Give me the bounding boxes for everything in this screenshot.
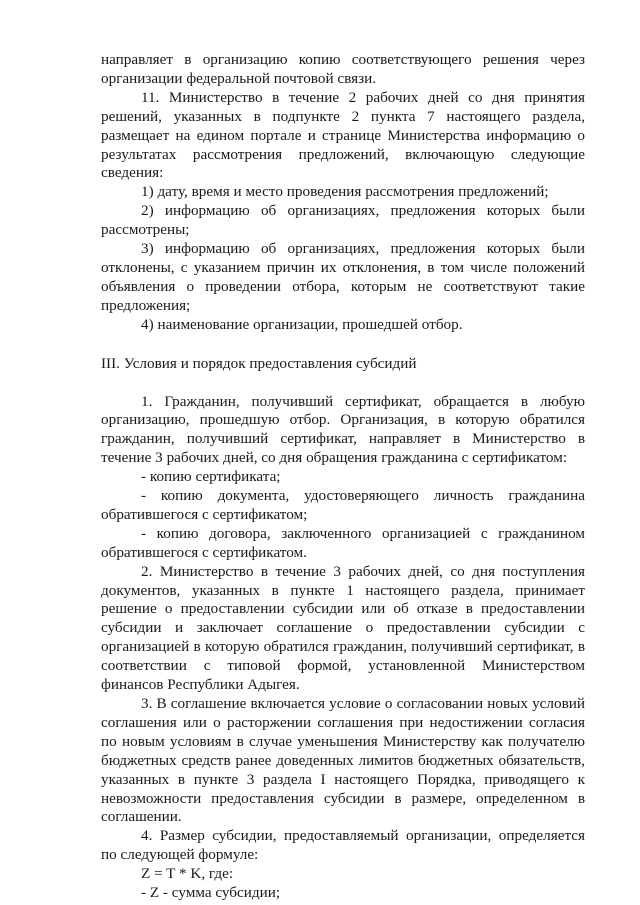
section-heading: III. Условия и порядок предоставления субсидий: [101, 354, 417, 372]
list-item-1-2: - копию документа, удостоверяющего личность гражданина обратившегося с сертификатом;: [101, 487, 585, 523]
paragraph-item-3: 3. В соглашение включается условие о согласовании новых условий соглашения или о расторжении соглашения при недостижении согласия по новым условиям в случае уменьшения Министерству как получателю бюджетных средств ранее доведенных лимитов бюджетных обязательств, указанных в пункте 3 раздела I настоящего Порядка, приводящего к невозможности предоставления субсидии в размере, определенном в соглашении.: [101, 695, 585, 826]
paragraph-item-4: 4. Размер субсидии, предоставляемый организации, определяется по следующей формуле:: [101, 827, 585, 864]
list-item-11-4: 4) наименование организации, прошедшей отбор.: [141, 315, 463, 333]
list-item-1-1: - копию сертификата;: [141, 468, 281, 486]
formula-term-z: - Z - сумма субсидии;: [141, 884, 281, 902]
list-item-11-2: 2) информацию об организациях, предложения которых были рассмотрены;: [101, 202, 585, 239]
list-item-11-3: 3) информацию об организациях, предложения которых были отклонены, с указанием причин их отклонения, в том числе положений объявления о проведении отбора, которым не соответствуют такие предложения;: [101, 240, 585, 314]
formula: Z = T * K, где:: [141, 865, 234, 883]
paragraph-item-11: 11. Министерство в течение 2 рабочих дней со дня принятия решений, указанных в подпункте 2 пункта 7 настоящего раздела, размещает на едином портале и странице Министерства информацию о результатах рассмотрения предложений, включающую следующие сведения:: [101, 88, 585, 182]
paragraph-intro-continuation: направляет в организацию копию соответствующего решения через организации федеральной почтовой связи.: [101, 51, 585, 87]
document-body: [101, 51, 585, 903]
list-item-11-1: 1) дату, время и место проведения рассмотрения предложений;: [141, 183, 549, 201]
paragraph-item-2: 2. Министерство в течение 3 рабочих дней, со дня поступления документов, указанных в пункте 1 настоящего раздела, принимает решение о предоставлении субсидии или об отказе в предоставлении субсидии и заключает соглашение о предоставлении субсидии с организацией в которую обратился гражданин, получивший сертификат, в соответствии с типовой формой, установленной Министерством финансов Республики Адыгея.: [101, 562, 585, 694]
paragraph-item-1: 1. Гражданин, получивший сертификат, обращается в любую организацию, прошедшую отбор. Организация, в которую обратился гражданин, получивший сертификат, направляет в Министерство в течение 3 рабочих дней, со дня обращения гражданина с сертификатом:: [101, 392, 585, 467]
list-item-1-3: - копию договора, заключенного организацией с гражданином обратившегося с сертификатом.: [101, 524, 585, 561]
